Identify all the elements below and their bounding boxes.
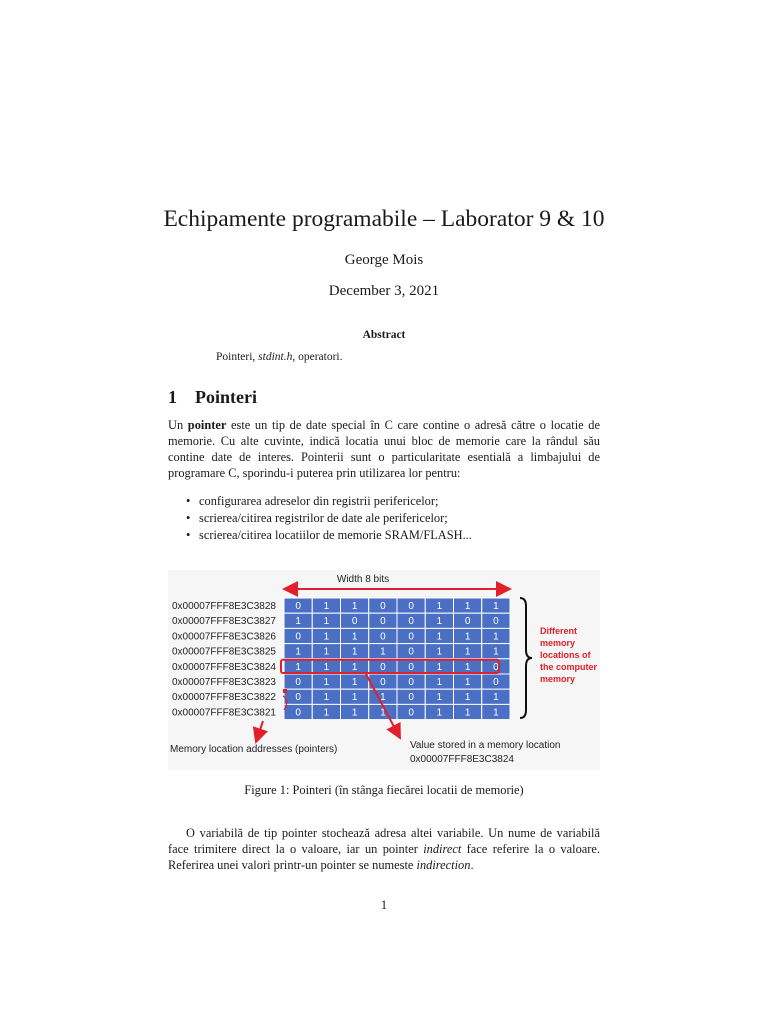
bit-value: 0 [408, 692, 414, 704]
abstract-text-italic: stdint.h [258, 351, 293, 363]
bit-value: 1 [323, 707, 330, 719]
para2-italic1: indirect [423, 842, 462, 856]
bit-value: 1 [493, 646, 499, 658]
abstract-heading: Abstract [362, 329, 406, 341]
brace-label-line: memory [540, 638, 576, 648]
abstract-text-before: Pointeri, [216, 351, 259, 363]
bit-value: 0 [380, 677, 386, 688]
bit-value: 1 [464, 646, 471, 658]
bit-value: 0 [351, 616, 358, 628]
bit-value: 1 [436, 707, 443, 719]
section-number: 1 [168, 387, 177, 407]
bit-value: 1 [464, 677, 471, 688]
address-label: 0x00007FFF8E3C3826 [172, 631, 276, 643]
bit-value: 1 [323, 646, 330, 658]
bit-value: 0 [295, 631, 301, 643]
bit-value: 0 [380, 601, 386, 612]
bit-value: 1 [351, 646, 358, 658]
bit-value: 0 [380, 616, 386, 628]
bit-value: 1 [493, 692, 499, 704]
bit-value: 0 [408, 707, 414, 719]
para1-bold-term: pointer [187, 418, 227, 432]
bit-value: 0 [408, 661, 414, 673]
bit-value: 0 [408, 631, 414, 643]
bit-value: 1 [464, 661, 471, 673]
bit-value: 1 [464, 631, 471, 643]
bottom-right-label-1: Value stored in a memory location [410, 740, 561, 751]
address-label: 0x00007FFF8E3C3822 [172, 692, 276, 704]
para2-italic2: indirection [416, 858, 471, 872]
bit-value: 0 [295, 601, 301, 612]
brace-label-line: memory [540, 674, 576, 684]
bit-value: 1 [380, 646, 386, 658]
address-label: 0x00007FFF8E3C3825 [172, 646, 276, 658]
address-label: 0x00007FFF8E3C3823 [172, 677, 276, 688]
bit-value: 1 [493, 601, 499, 612]
bit-value: 1 [464, 692, 471, 704]
bit-value: 1 [323, 677, 330, 688]
bit-value: 0 [295, 692, 301, 704]
bit-value: 0 [380, 631, 386, 643]
bit-value: 0 [408, 601, 414, 612]
bottom-left-label: Memory location addresses (pointers) [170, 744, 338, 755]
figure-caption: Figure 1: Pointeri (în stânga fiecărei locatii de memorie) [244, 783, 524, 797]
address-label: 0x00007FFF8E3C3821 [172, 707, 276, 719]
brace-label-line: the computer [540, 662, 598, 672]
para2-part2: face referire la o valoare. Referirea unei valori printr-un pointer se numeste [168, 842, 600, 872]
list-item: • configurarea adreselor din registrii perifericelor; [186, 493, 472, 510]
bit-value: 1 [323, 661, 330, 673]
paper-date: December 3, 2021 [328, 283, 440, 299]
bit-value: 0 [493, 677, 499, 688]
bit-value: 1 [380, 692, 386, 704]
author-name: George Mois [344, 252, 424, 268]
bit-value: 1 [351, 661, 358, 673]
list-item: • scrierea/citirea registrilor de date ale perifericelor; [186, 510, 472, 527]
bit-value: 1 [351, 692, 358, 704]
list-item: • scrierea/citirea locatiilor de memorie SRAM/FLASH... [186, 527, 472, 544]
bit-value: 1 [323, 631, 330, 643]
memory-grid [284, 598, 510, 720]
bit-value: 0 [408, 616, 414, 628]
bit-value: 1 [295, 661, 301, 673]
para1-after: este un tip de date special în C care contine o adresă către o locatie de memorie. Cu alte cuvinte, indică locatia unui bloc de memorie care la rândul său contine date de interes. Pointerii sunt o particularitate esentială a limbajului de programare C, sporindu-i puterea prin utilizarea lor pentru: [168, 418, 600, 480]
bit-value: 0 [493, 616, 499, 628]
bullet-list [186, 493, 472, 544]
bit-value: 1 [436, 601, 443, 612]
bit-value: 1 [436, 677, 443, 688]
para2-part1: O variabilă de tip pointer stochează adresa altei variabile. Un nume de variabilă face trimitere direct la o valoare, iar un pointer [168, 826, 600, 856]
bit-value: 1 [436, 692, 443, 704]
bottom-right-label-2: 0x00007FFF8E3C3824 [410, 754, 514, 765]
bit-value: 0 [493, 661, 499, 673]
address-label: 0x00007FFF8E3C3827 [172, 616, 276, 628]
bit-value: 1 [436, 646, 443, 658]
bit-value: 1 [323, 601, 330, 612]
address-label: 0x00007FFF8E3C3824 [172, 661, 276, 673]
bit-value: 1 [351, 601, 358, 612]
section-title: Pointeri [195, 387, 257, 407]
bit-value: 1 [464, 707, 471, 719]
bit-value: 0 [295, 707, 301, 719]
bit-value: 0 [408, 646, 414, 658]
paragraph-pointer-variable [168, 825, 600, 873]
paper-title: Echipamente programabile – Laborator 9 & 10 [163, 206, 605, 232]
marker-dot [283, 689, 287, 693]
width-label: Width 8 bits [336, 574, 390, 585]
brace-label-line: locations of [540, 650, 591, 660]
bit-value: 0 [408, 677, 414, 688]
bit-value: 1 [436, 631, 443, 643]
section-heading [168, 387, 257, 408]
bit-value: 1 [351, 707, 358, 719]
bit-value: 0 [464, 616, 471, 628]
page-number: 1 [380, 898, 388, 912]
abstract-text-after: , operatori. [292, 351, 343, 363]
bit-value: 1 [351, 631, 358, 643]
bit-value: 1 [323, 616, 330, 628]
bit-value: 0 [295, 677, 301, 688]
para1-before: Un [168, 418, 188, 432]
bit-value: 1 [493, 707, 499, 719]
address-label: 0x00007FFF8E3C3828 [172, 601, 276, 612]
bit-value: 0 [380, 661, 386, 673]
bit-value: 1 [436, 616, 443, 628]
bit-value: 1 [295, 616, 301, 628]
bit-value: 1 [295, 646, 301, 658]
abstract-text [216, 351, 343, 363]
bit-value: 1 [380, 707, 386, 719]
bit-value: 1 [464, 601, 471, 612]
bit-value: 1 [493, 631, 499, 643]
bit-value: 1 [323, 692, 330, 704]
bit-value: 1 [351, 677, 358, 688]
bit-value: 1 [436, 661, 443, 673]
brace-label-line: Different [540, 626, 578, 636]
para2-part3: . [470, 858, 474, 872]
paragraph-intro [168, 417, 600, 481]
memory-figure [168, 570, 600, 770]
